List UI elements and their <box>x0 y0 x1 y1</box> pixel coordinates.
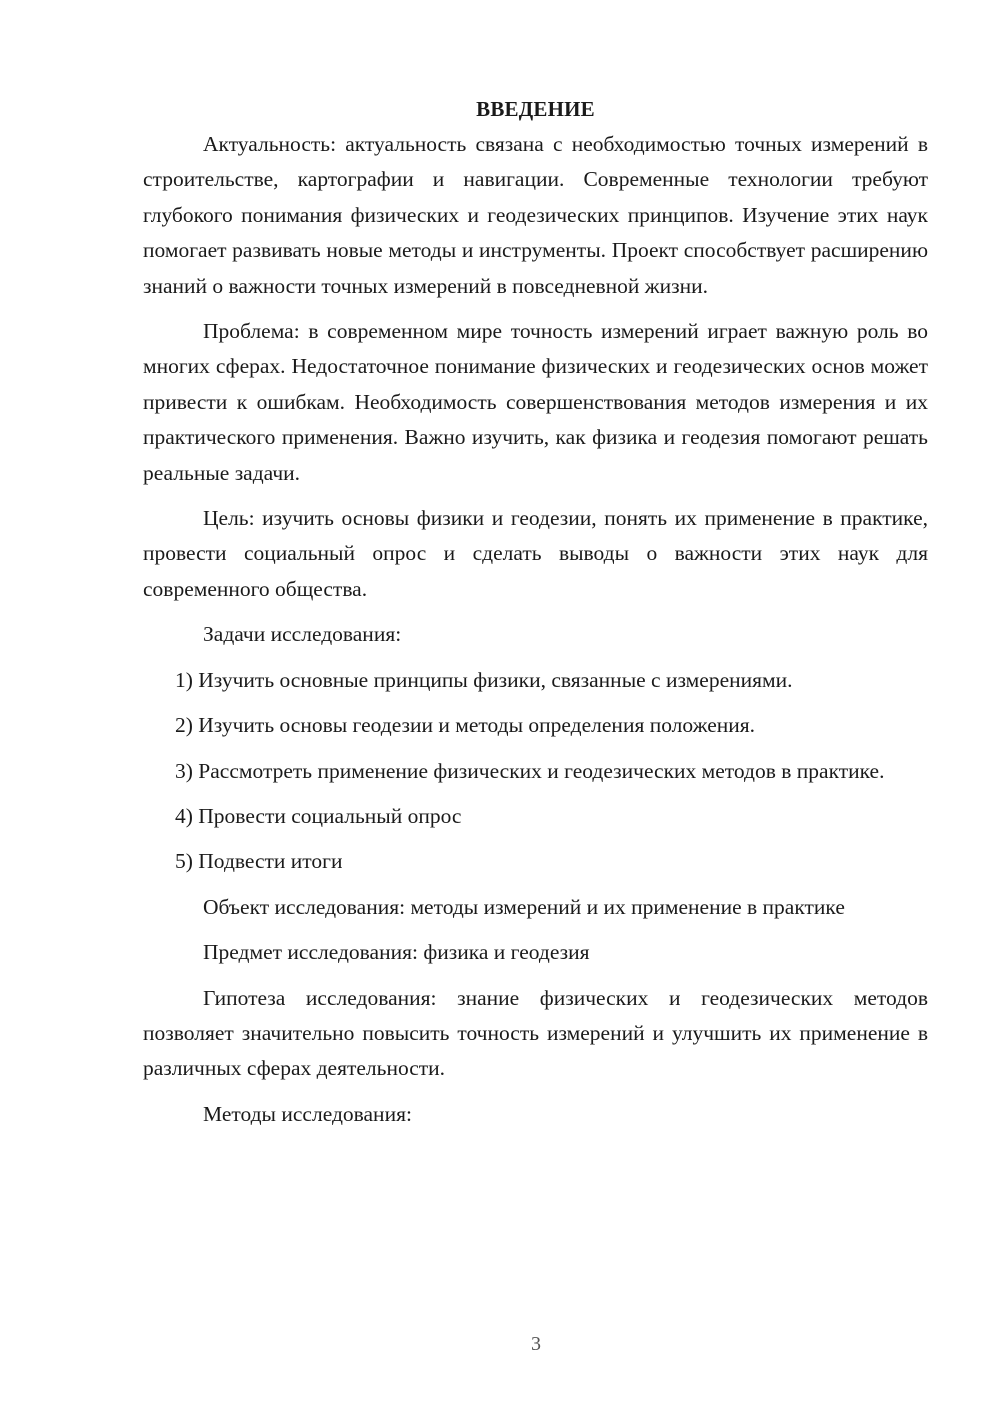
paragraph-relevance: Актуальность: актуальность связана с необходимостью точных измерений в строительстве, картографии и навигации. Современные технологии требуют глубокого понимания физических и геодезических принципов. Изучение этих наук помогает развивать новые методы и инструменты. Проект способствует расширению знаний о важности точных измерений в повседневной жизни. <box>143 132 928 298</box>
task-item-3: 3) Рассмотреть применение физических и геодезических методов в практике. <box>175 758 885 783</box>
paragraph-goal: Цель: изучить основы физики и геодезии, понять их применение в практике, провести социальный опрос и сделать выводы о важности этих наук для современного общества. <box>143 506 928 601</box>
page-title: ВВЕДЕНИЕ <box>476 97 595 121</box>
task-item-5: 5) Подвести итоги <box>175 849 343 874</box>
page-number: 3 <box>531 1333 541 1355</box>
paragraph-problem: Проблема: в современном мире точность измерений играет важную роль во многих сферах. Недостаточное понимание физических и геодезических основ может привести к ошибкам. Необходимость совершенствования методов измерения и их практического применения. Важно изучить, как физика и геодезия помогают решать реальные задачи. <box>143 319 928 485</box>
paragraph-subject: Предмет исследования: физика и геодезия <box>203 940 590 965</box>
task-item-1: 1) Изучить основные принципы физики, связанные с измерениями. <box>175 667 793 692</box>
paragraph-object: Объект исследования: методы измерений и их применение в практике <box>203 894 845 919</box>
document-page <box>143 92 928 1142</box>
task-item-2: 2) Изучить основы геодезии и методы определения положения. <box>175 713 756 738</box>
paragraph-hypothesis: Гипотеза исследования: знание физических и геодезических методов позволяет значительно повысить точность измерений и улучшить их применение в различных сферах деятельности. <box>143 985 928 1081</box>
paragraph-tasks-heading: Задачи исследования: <box>203 622 402 647</box>
paragraph-methods: Методы исследования: <box>203 1101 412 1126</box>
task-item-4: 4) Провести социальный опрос <box>175 803 462 828</box>
